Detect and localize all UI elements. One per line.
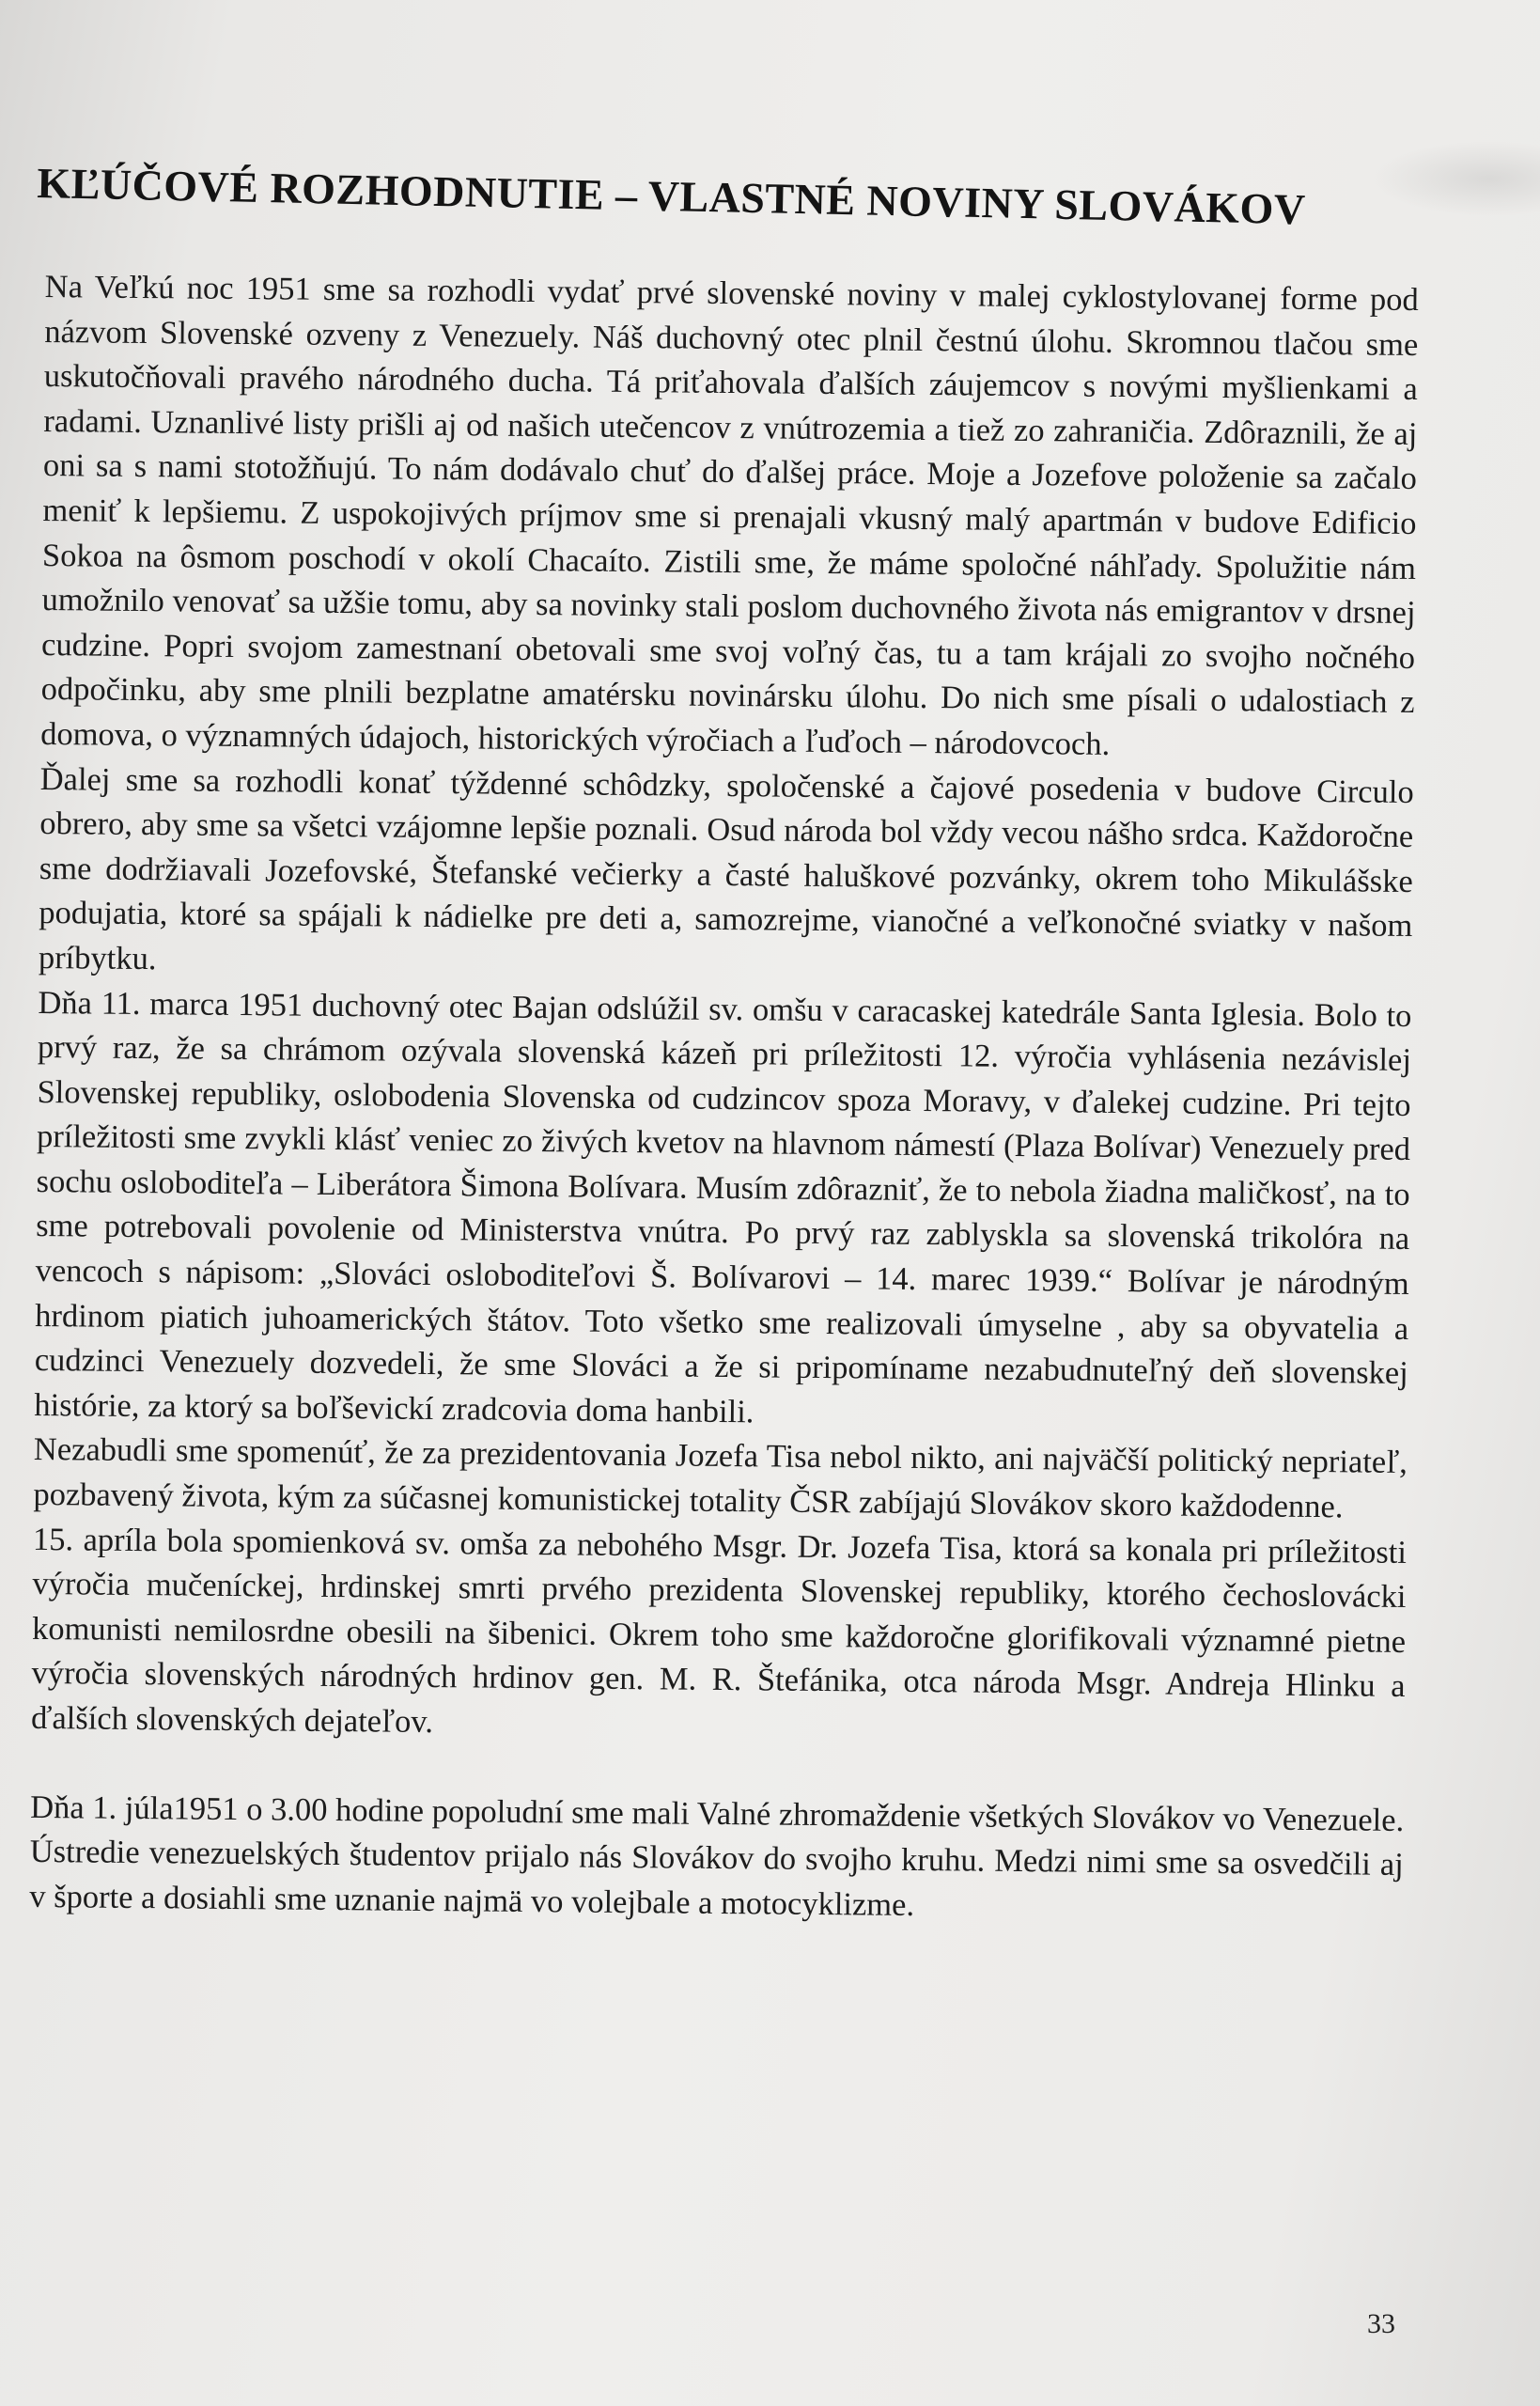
page-number: 33: [1367, 2308, 1395, 2339]
paragraph: Na Veľkú noc 1951 sme sa rozhodli vydať prvé slovenské noviny v malej cyklostylovanej forme pod názvom Slovenské ozveny z Venezuely. Náš duchovný otec plnil čestnú úlohu. Skromnou tlačou sme uskutočňovali pravého národného ducha. Tá priťahovala ďalších záujemcov s novými myšlienkami a radami. Uznanlivé listy prišli aj od našich utečencov z vnútrozemia a tiež zo zahraničia. Zdôraznili, že aj oni sa s nami stotožňujú. To nám dodávalo chuť do ďalšej práce. Moje a Jozefove položenie sa začalo meniť k lepšiemu. Z uspokojivých príjmov sme si prenajali vkusný malý apartmán v budove Edificio Sokoa na ôsmom poschodí v okolí Chacaíto. Zistili sme, že máme spoločné náhľady. Spolužitie nám umožnilo venovať sa užšie tomu, aby sa novinky stali poslom duchovného života nás emigrantov v drsnej cudzine. Popri svojom zamestnaní obetovali sme svoj voľný čas, tu a tam krájali zo svojho nočného odpočinku, aby sme plnili bezplatne amatérsku novinársku úlohu. Do nich sme písali o udalostiach z domova, o významných údajoch, historických výročiach a ľuďoch – národovcoch.: [40, 268, 1419, 762]
body-text: [29, 265, 1419, 1932]
paragraph: Dňa 1. júla1951 o 3.00 hodine popoludní sme mali Valné zhromaždenie všetkých Slovákov vo Venezuele. Ústredie venezuelských študentov prijalo nás Slovákov do svojho kruhu. Medzi nimi sme sa osvedčili aj v športe a dosiahli sme uznanie najmä vo volejbale a motocyklizme.: [29, 1789, 1405, 1923]
paragraph: Ďalej sme sa rozhodli konať týždenné schôdzky, spoločenské a čajové posedenia v budove Circulo obrero, aby sme sa všetci vzájomne lepšie poznali. Osud národa bol vždy vecou nášho srdca. Každoročne sme dodržiavali Jozefovské, Štefanské večierky a časté haluškové pozvánky, okrem toho Mikulášske podujatia, ktoré sa spájali k nádielke pre deti a, samozrejme, vianočné a veľkonočné sviatky v našom príbytku.: [38, 760, 1414, 977]
paragraph: Nezabudli sme spomenúť, že za prezidentovania Jozefa Tisa nebol nikto, ani najväčší politický nepriateľ, pozbavený života, kým za súčasnej komunistickej totality ČSR zabíjajú Slovákov skoro každodenne.: [33, 1431, 1408, 1525]
paragraph: 15. apríla bola spomienková sv. omša za nebohého Msgr. Dr. Jozefa Tisa, ktorá sa konala pri príležitosti výročia mučeníckej, hrdinskej smrti prvého prezidenta Slovenskej republiky, ktorého čechoslovácki komunisti nemilosrdne obesili na šibenici. Okrem toho sme každoročne glorifikovali významné pietne výročia slovenských národných hrdinov gen. M. R. Štefánika, otca národa Msgr. Andreja Hlinku a ďalších slovenských dejateľov.: [30, 1521, 1408, 1741]
bleed-through-shadow: [1371, 141, 1540, 216]
paragraph: Dňa 11. marca 1951 duchovný otec Bajan odslúžil sv. omšu v caracaskej katedrále Santa Iglesia. Bolo to prvý raz, že sa chrámom ozývala slovenská kázeň pri príležitosti 12. výročia vyhlásenia nezávislej Slovenskej republiky, oslobodenia Slovenska od cudzincov spoza Moravy, v ďalekej cudzine. Pri tejto príležitosti sme zvykli klásť veniec zo živých kvetov na hlavnom námestí (Plaza Bolívar) Venezuely pred sochu osloboditeľa – Liberátora Šimona Bolívara. Musím zdôrazniť, že to nebola žiadna maličkosť, na to sme potrebovali povolenie od Ministerstva vnútra. Po prvý raz zablyskla sa slovenská trikolóra na vencoch s nápisom: „Slováci osloboditeľovi Š. Bolívarovi – 14. marec 1939.“ Bolívar je národným hrdinom piatich juhoamerických štátov. Toto všetko sme realizovali úmyselne , aby sa obyvatelia a cudzinci Venezuely dozvedeli, že sme Slováci a že si pripomíname nezabudnuteľný deň slovenskej histórie, za ktorý sa boľševickí zradcovia doma hanbili.: [34, 984, 1412, 1430]
chapter-heading: KĽÚČOVÉ ROZHODNUTIE – VLASTNÉ NOVINY SLOVÁKOV: [36, 159, 1307, 234]
